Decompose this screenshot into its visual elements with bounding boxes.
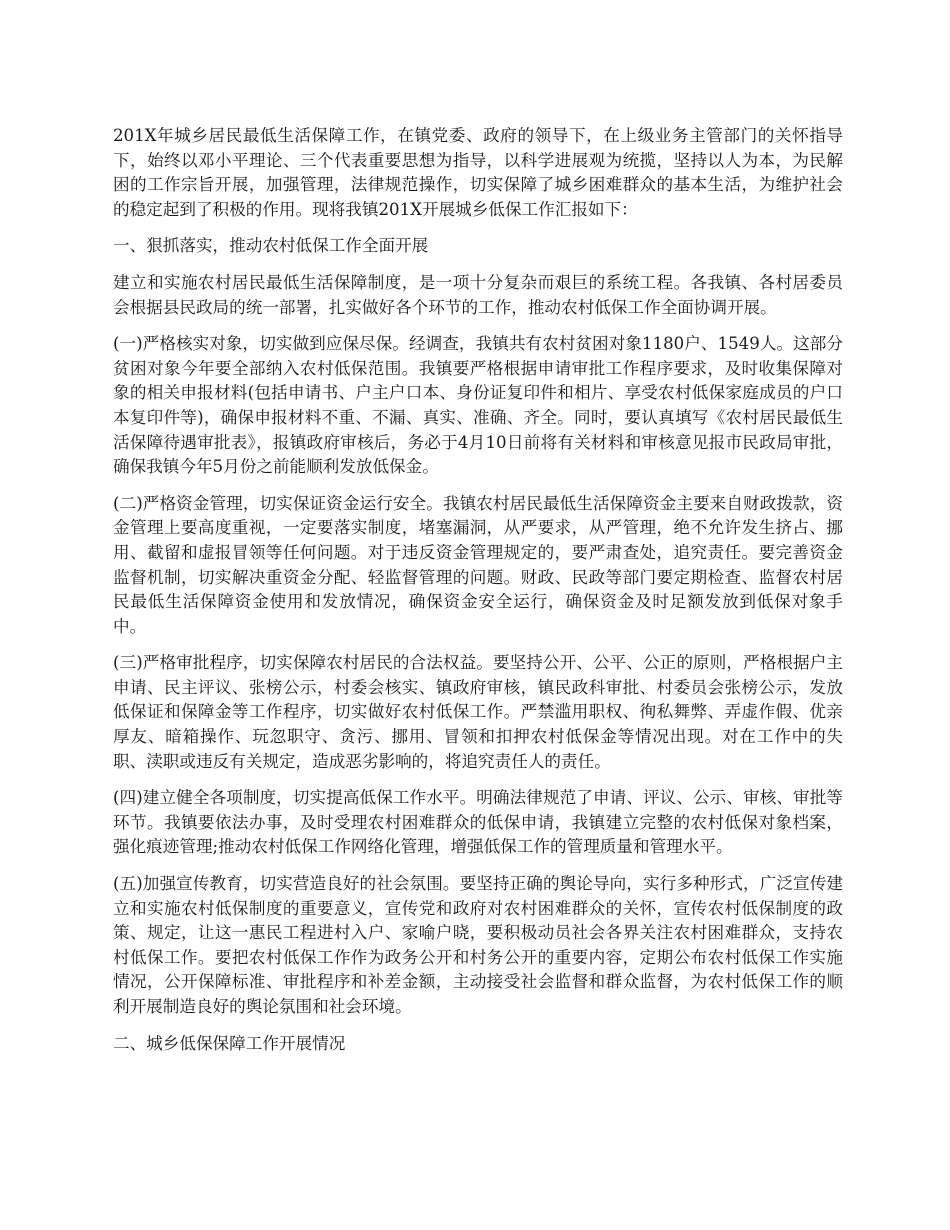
document-body <box>113 124 843 1068</box>
section-heading-2: 二、城乡低保保障工作开展情况 <box>113 1033 346 1053</box>
intro-paragraph: 201X年城乡居民最低生活保障工作，在镇党委、政府的领导下，在上级业务主管部门的关怀指导下，始终以邓小平理论、三个代表重要思想为指导，以科学进展观为统揽，坚持以人为本，为民解困的工作宗旨开展，加强管理，法律规范操作，切实保障了城乡困难群众的基本生活，为维护社会的稳定起到了积极的作用。现将我镇201X开展城乡低保工作汇报如下： <box>113 126 843 219</box>
section-1-intro-paragraph: 建立和实施农村居民最低生活保障制度，是一项十分复杂而艰巨的系统工程。各我镇、各村居委员会根据县民政局的统一部署，扎实做好各个环节的工作，推动农村低保工作全面协调开展。 <box>113 272 843 317</box>
item-4-paragraph: (四)建立健全各项制度，切实提高低保工作水平。明确法律规范了申请、评议、公示、审核、审批等环节。我镇要依法办事，及时受理农村困难群众的低保申请，我镇建立完整的农村低保对象档案，强化痕迹管理;推动农村低保工作网络化管理，增强低保工作的管理质量和管理水平。 <box>113 788 843 857</box>
section-heading-1: 一、狠抓落实，推动农村低保工作全面开展 <box>113 236 429 256</box>
item-1-paragraph: (一)严格核实对象，切实做到应保尽保。经调查，我镇共有农村贫困对象1180户、1549人。这部分贫困对象今年要全部纳入农村低保范围。我镇要严格根据申请审批工作程序要求，及时收集保障对象的相关申报材料(包括申请书、户主户口本、身份证复印件和相片、享受农村低保家庭成员的户口本复印件等)，确保申报材料不重、不漏、真实、准确、齐全。同时，要认真填写《农村居民最低生活保障待遇审批表》，报镇政府审核后，务必于4月10日前将有关材料和审核意见报市民政局审批，确保我镇今年5月份之前能顺利发放低保金。 <box>113 334 843 477</box>
item-3-paragraph: (三)严格审批程序，切实保障农村居民的合法权益。要坚持公开、公平、公正的原则，严格根据户主申请、民主评议、张榜公示，村委会核实、镇政府审核，镇民政科审批、村委员会张榜公示，发放低保证和保障金等工作程序，切实做好农村低保工作。严禁滥用职权、徇私舞弊、弄虚作假、优亲厚友、暗箱操作、玩忽职守、贪污、挪用、冒领和扣押农村低保金等情况出现。对在工作中的失职、渎职或违反有关规定，造成恶劣影响的，将追究责任人的责任。 <box>113 653 843 771</box>
item-2-paragraph: (二)严格资金管理，切实保证资金运行安全。我镇农村居民最低生活保障资金主要来自财政拨款，资金管理上要高度重视，一定要落实制度，堵塞漏洞，从严要求，从严管理，绝不允许发生挤占、挪用、截留和虚报冒领等任何问题。对于违反资金管理规定的，要严肃查处，追究责任。要完善资金监督机制，切实解决重资金分配、轻监督管理的问题。财政、民政等部门要定期检查、监督农村居民最低生活保障资金使用和发放情况，确保资金安全运行，确保资金及时足额发放到低保对象手中。 <box>113 493 843 636</box>
item-5-paragraph: (五)加强宣传教育，切实营造良好的社会氛围。要坚持正确的舆论导向，实行多种形式，广泛宣传建立和实施农村低保制度的重要意义，宣传党和政府对农村困难群众的关怀，宣传农村低保制度的政策、规定，让这一惠民工程进村入户、家喻户晓，要积极动员社会各界关注农村困难群众，支持农村低保工作。要把农村低保工作作为政务公开和村务公开的重要内容，定期公布农村低保工作实施情况，公开保障标准、审批程序和补差金额，主动接受社会监督和群众监督，为农村低保工作的顺利开展制造良好的舆论氛围和社会环境。 <box>113 874 843 1016</box>
